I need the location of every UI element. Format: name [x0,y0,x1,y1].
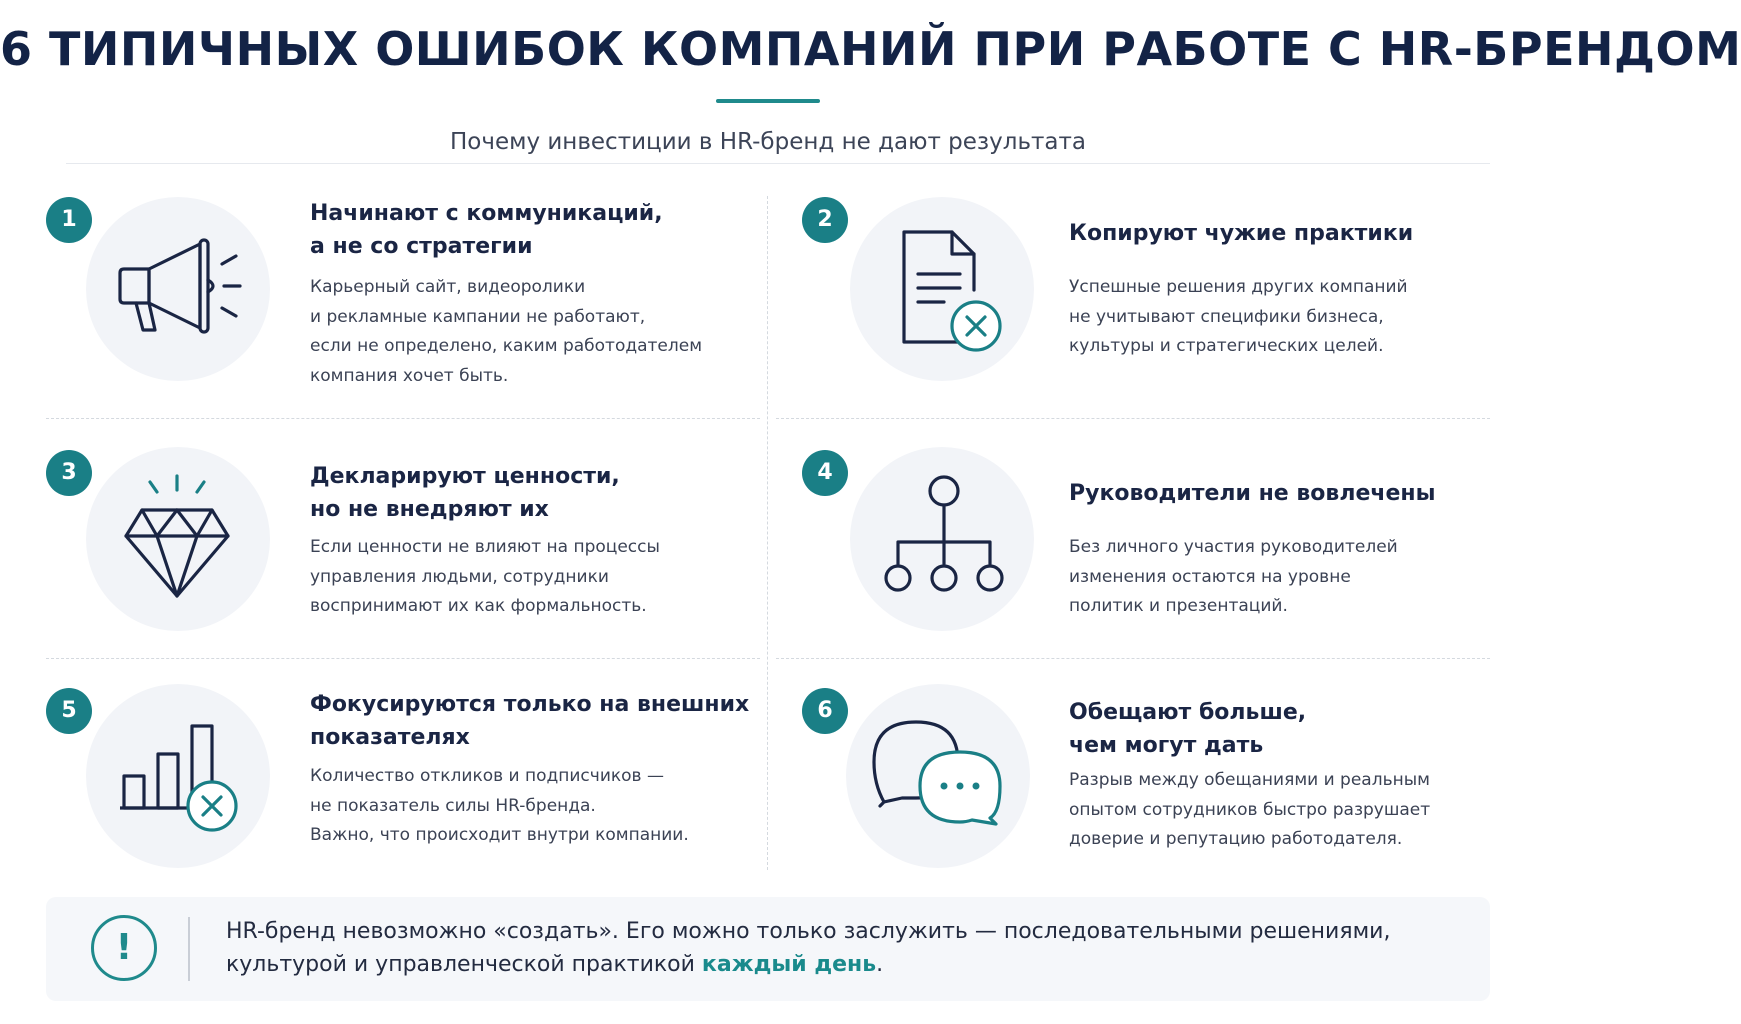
item-title: Копируют чужие практики [1069,221,1414,246]
title-underline [716,99,820,103]
item-description: Если ценности не влияют на процессы управления людьми, сотрудники воспринимают их как формальность. [310,537,660,616]
item-title: Руководители не вовлечены [1069,481,1436,506]
item-number-badge: 3 [46,450,92,496]
item-description: Без личного участия руководителей изменения остаются на уровне политик и презентаций. [1069,537,1398,616]
item-title: Начинают с коммуникаций, а не со стратегии [310,201,663,259]
item-number-badge: 6 [802,688,848,734]
page-title: 6 ТИПИЧНЫХ ОШИБОК КОМПАНИЙ ПРИ РАБОТЕ С HR-БРЕНДОМ [0,22,1741,76]
footer-text-main: HR-бренд невозможно «создать». Его можно только заслужить — последовательными решениями, культурой и управленческой практикой [226,919,1391,977]
mistake-item-1 [46,192,806,422]
item-number-badge: 1 [46,197,92,243]
item-number-badge: 2 [802,197,848,243]
mistake-item-3 [46,450,806,680]
document-cross-icon [898,230,1008,356]
footer-text [226,915,1466,981]
header-divider [66,163,1490,164]
bar-chart-cross-icon [120,724,240,834]
item-description: Успешные решения других компаний не учитывают специфики бизнеса, культуры и стратегических целей. [1069,277,1408,356]
page-subtitle: Почему инвестиции в HR-бренд не дают результата [449,129,1086,155]
mistake-item-2 [802,192,1562,422]
mistake-item-4 [802,450,1562,680]
item-title: Обещают больше, чем могут дать [1069,700,1307,758]
footer-callout [46,897,1490,1001]
item-title: Фокусируются только на внешних показателях [310,692,750,750]
footer-separator [188,917,190,981]
footer-text-accent: каждый день [701,952,877,977]
item-description: Разрыв между обещаниями и реальным опытом сотрудников быстро разрушает доверие и репутацию работодателя. [1069,770,1431,849]
megaphone-icon [116,232,246,342]
item-description: Карьерный сайт, видеоролики и рекламные кампании не работают, если не определено, каким работодателем компания хочет быть. [310,277,703,386]
mistake-item-5 [46,688,806,918]
diamond-icon [124,474,230,598]
hierarchy-icon [882,475,1006,593]
item-title: Декларируют ценности, но не внедряют их [310,464,620,522]
footer-text-end: . [876,952,884,977]
item-number-badge: 5 [46,688,92,734]
item-number-badge: 4 [802,450,848,496]
mistake-item-6 [802,688,1562,918]
item-description: Количество откликов и подписчиков — не показатель силы HR-бренда. Важно, что происходит внутри компании. [310,766,689,845]
exclamation-icon: ! [91,915,157,981]
chat-bubbles-icon [872,718,1006,828]
